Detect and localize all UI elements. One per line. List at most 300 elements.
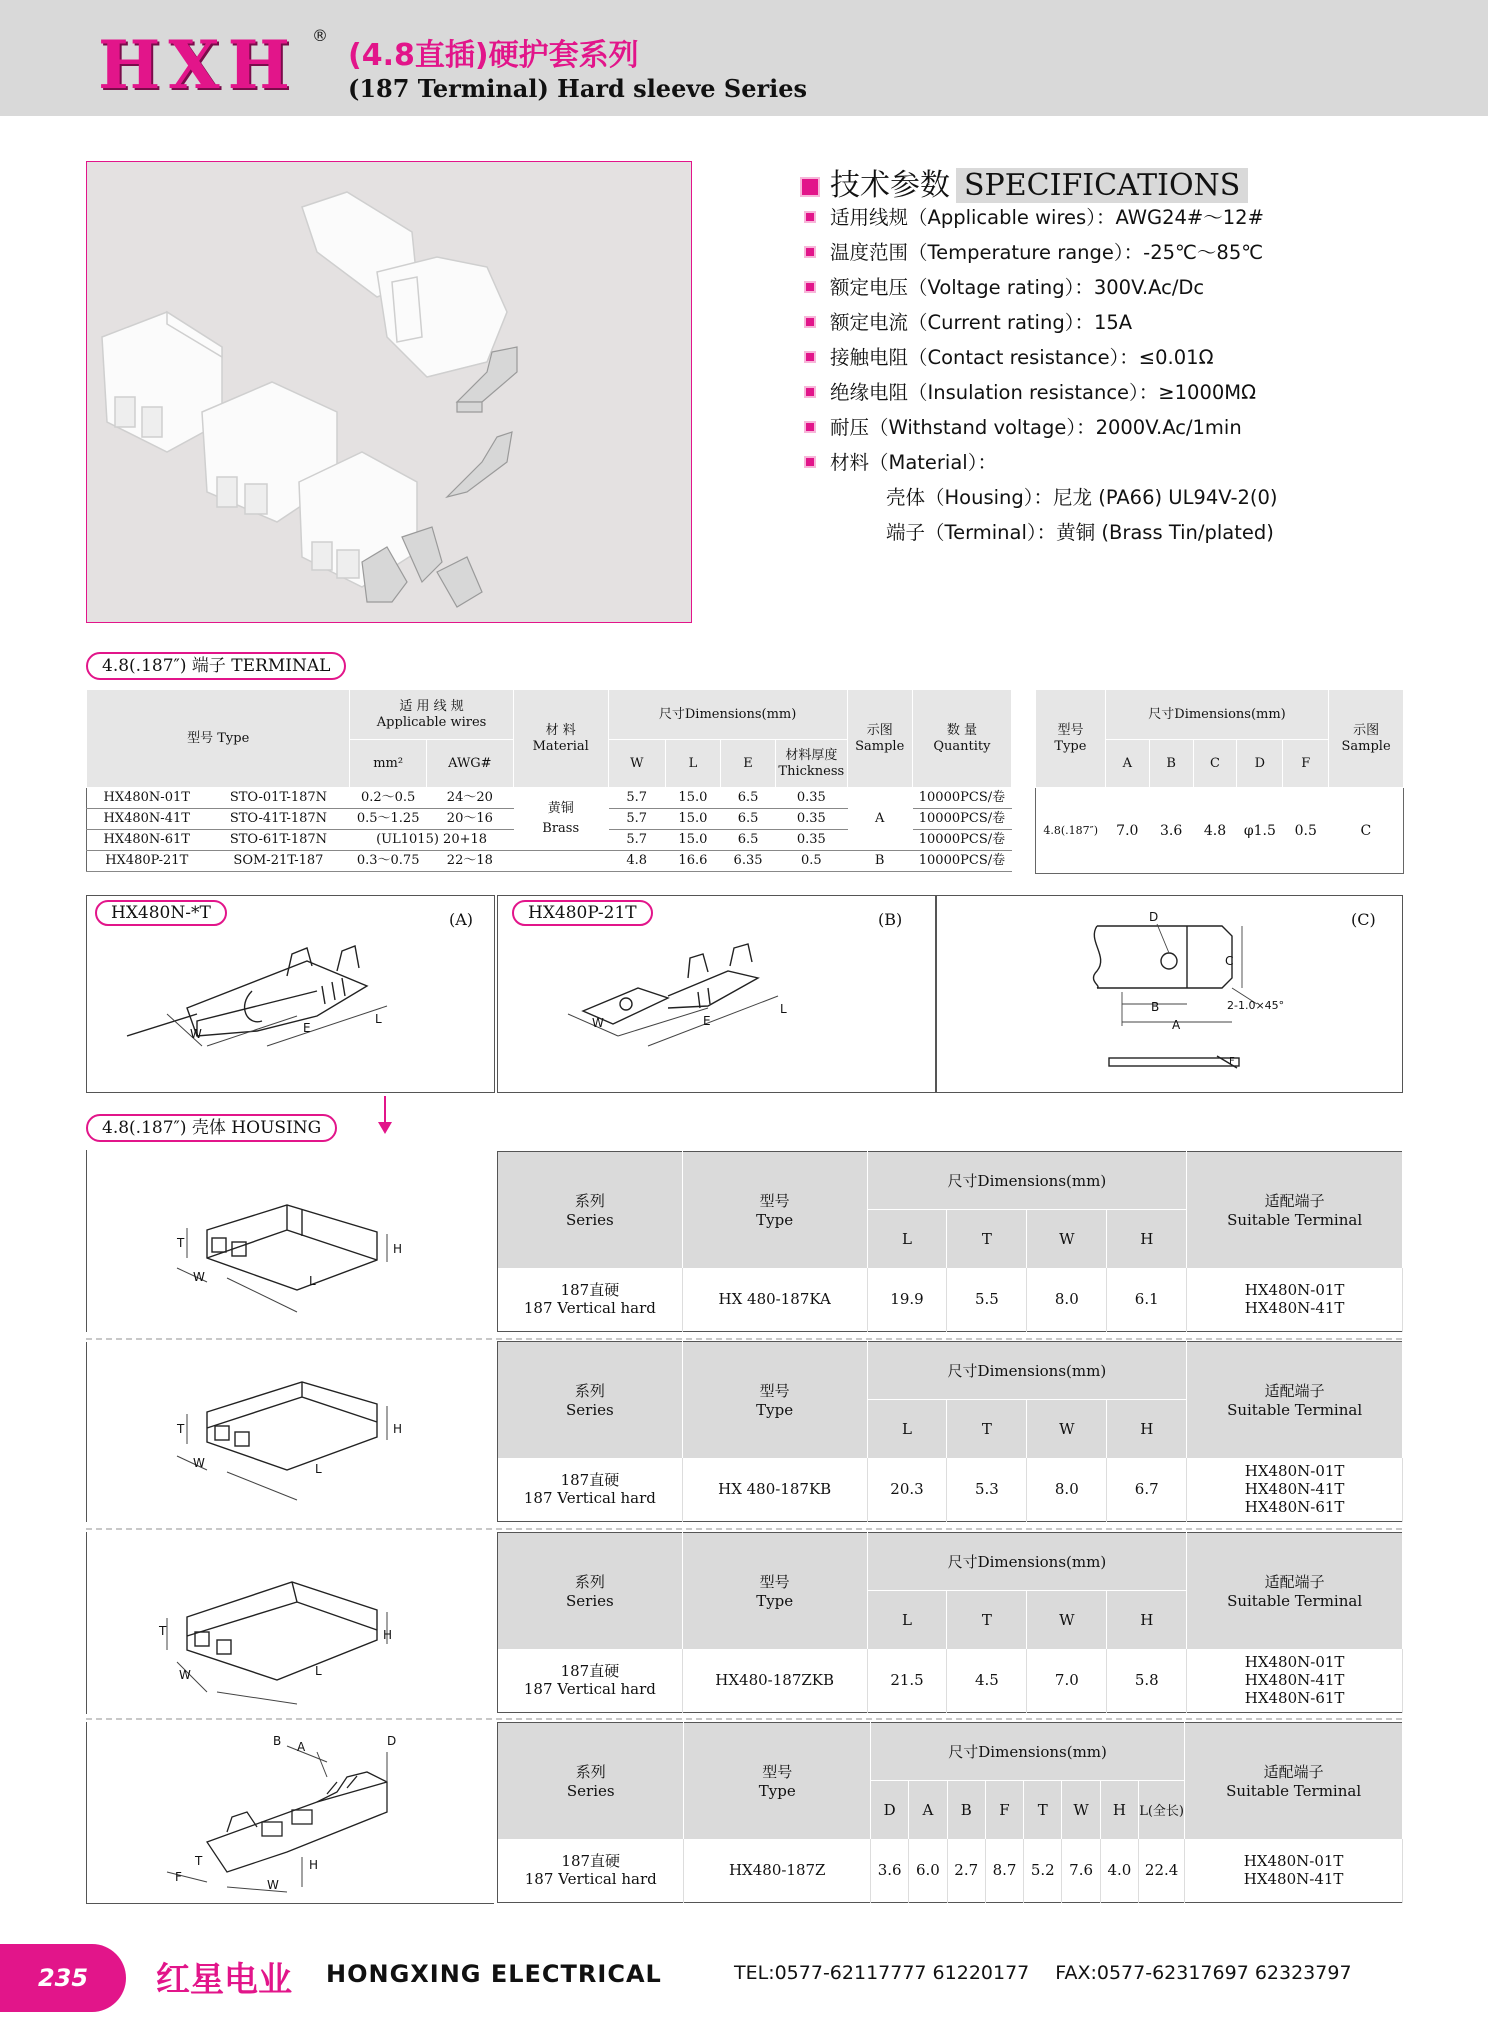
dim-c-label: C: [1225, 954, 1234, 968]
dim-t-label: T: [177, 1236, 185, 1250]
divider: [86, 1338, 1402, 1340]
cell-l-total: 22.4: [1139, 1839, 1185, 1903]
suitable-terminal: HX480N-01T: [1244, 1653, 1345, 1672]
cell-e: 6.5: [720, 788, 775, 809]
bullet-square-icon: [800, 177, 820, 197]
cell-alt-type: STO-01T-187N: [207, 788, 350, 809]
spec-row: [804, 238, 1278, 273]
cell-series-cn: 187直硬: [561, 1852, 621, 1871]
cell-alt-type: STO-61T-187N: [207, 830, 350, 851]
housing-kb-drawing: [87, 1342, 495, 1522]
drawing-b-label: (B): [878, 910, 903, 929]
terminal-table: [86, 689, 1012, 872]
spec-text: 温度范围（Temperature range）：-25℃～85℃: [830, 241, 1264, 264]
cell-type: HX 480-187KA: [682, 1268, 867, 1332]
col-wires: [350, 690, 513, 740]
specs-heading-cn: 技术参数: [830, 168, 950, 203]
col-dims: 尺寸Dimensions(mm): [1105, 690, 1328, 740]
col-sample: [847, 690, 912, 788]
cell-l: 16.6: [665, 851, 720, 872]
cell-f: 8.7: [985, 1839, 1023, 1903]
col-dims: 尺寸Dimensions(mm): [867, 1342, 1187, 1400]
dim-l-label: L: [309, 1274, 316, 1288]
terminal-section-tag: 4.8(.187″) 端子 TERMINAL: [86, 652, 346, 680]
col-suitable: [1187, 1152, 1403, 1268]
col-series-en: Series: [566, 1782, 615, 1801]
col-type: [682, 1342, 867, 1458]
dim-w-label: W: [193, 1270, 205, 1284]
housing-2-drawing: [86, 1342, 494, 1522]
dim-h-label: H: [393, 1242, 403, 1256]
cell-mm2: 0.5～1.25: [350, 809, 427, 830]
spec-row: [804, 343, 1278, 378]
cell-alt-type: STO-41T-187N: [207, 809, 350, 830]
col-dims: 尺寸Dimensions(mm): [867, 1152, 1187, 1210]
col-t: T: [947, 1210, 1027, 1268]
col-w: W: [608, 740, 665, 788]
col-d: D: [870, 1781, 908, 1839]
cell-w: 4.8: [608, 851, 665, 872]
spec-text: 额定电压（Voltage rating）：300V.Ac/Dc: [830, 276, 1205, 299]
cell-awg: 24～20: [426, 788, 513, 809]
table-row: [498, 1458, 1403, 1522]
cell-h: 5.8: [1107, 1649, 1187, 1713]
dim-f-label: F: [1229, 1056, 1235, 1067]
dim-l-label: L: [315, 1462, 322, 1476]
col-series: [498, 1342, 683, 1458]
cell-suitable: [1187, 1268, 1403, 1332]
housing-section-tag: 4.8(.187″) 壳体 HOUSING: [86, 1114, 337, 1142]
housing-kb-table: [497, 1341, 1403, 1522]
dim-w-label: W: [592, 1016, 604, 1030]
page-header: [0, 0, 1488, 116]
col-sample: [1329, 690, 1404, 788]
spec-row: [804, 203, 1278, 238]
cell-suitable: [1187, 1649, 1403, 1713]
col-series-cn: 系列: [574, 1382, 605, 1401]
col-dims: 尺寸Dimensions(mm): [870, 1723, 1184, 1781]
cell-sample: A: [847, 788, 912, 851]
drawing-a-tag: HX480N-*T: [95, 900, 227, 926]
cell-mm2: 0.2～0.5: [350, 788, 427, 809]
cell-material: [513, 788, 608, 851]
dim-h-label: H: [393, 1422, 403, 1436]
divider: [86, 1528, 1402, 1530]
col-sample-cn: 示图: [1353, 722, 1380, 738]
cell-l: 15.0: [665, 830, 720, 851]
cell-b: 2.7: [947, 1839, 985, 1903]
col-series-cn: 系列: [574, 1573, 605, 1592]
brand-logo: HXH: [98, 26, 298, 104]
cell-type: HX480N-61T: [87, 830, 207, 851]
cell-b: 3.6: [1160, 822, 1183, 839]
col-b: B: [947, 1781, 985, 1839]
col-suitable: [1185, 1723, 1403, 1839]
dim-e-label: E: [703, 1014, 711, 1028]
cell-mm2: 0.3～0.75: [350, 851, 427, 872]
col-qty: [912, 690, 1011, 788]
col-b: B: [1149, 740, 1193, 788]
dim-l-label: L: [780, 1002, 787, 1016]
product-photo-illustration: [87, 162, 693, 624]
col-series: [498, 1152, 683, 1268]
cell-t: 5.2: [1024, 1839, 1062, 1903]
cell-sample: C: [1360, 822, 1372, 839]
cell-w: 7.6: [1062, 1839, 1100, 1903]
col-sample-en: Sample: [1341, 738, 1391, 754]
cell-thickness: 0.35: [776, 830, 847, 851]
col-d: D: [1237, 740, 1283, 788]
spec-text: 材料（Material）：: [830, 451, 997, 474]
col-suitable-cn: 适配端子: [1264, 1573, 1325, 1592]
housing-z-drawing: [87, 1722, 495, 1904]
dim-e-label: E: [303, 1021, 311, 1035]
cell-series: [498, 1458, 683, 1522]
col-awg: AWG#: [426, 740, 513, 788]
col-type-en: Type: [1054, 738, 1087, 754]
housing-zkb-table: [497, 1532, 1403, 1713]
cell-w: 8.0: [1027, 1268, 1107, 1332]
cell-series-cn: 187直硬: [560, 1281, 620, 1300]
drawing-b-box: [497, 895, 936, 1093]
specs-list: [804, 203, 1278, 553]
cell-material-en: Brass: [542, 821, 580, 836]
drawing-c-label: (C): [1351, 910, 1376, 929]
col-series-cn: 系列: [575, 1763, 606, 1782]
col-type-cn: 型号: [762, 1763, 793, 1782]
dim-a-label: A: [297, 1740, 306, 1754]
dim-h-label: H: [383, 1628, 393, 1642]
col-l: L: [867, 1400, 947, 1458]
suitable-terminal: HX480N-41T: [1244, 1671, 1345, 1690]
col-type-cn: 型号: [759, 1382, 790, 1401]
col-dims: 尺寸Dimensions(mm): [867, 1533, 1187, 1591]
cell-e: 6.35: [720, 851, 775, 872]
col-type-en: Type: [756, 1401, 794, 1420]
col-suitable-en: Suitable Terminal: [1226, 1782, 1362, 1801]
col-type: [1036, 690, 1106, 788]
dim-b-label: B: [273, 1734, 282, 1748]
bullet-square-icon: [804, 421, 816, 433]
terminal-b-drawing: [498, 896, 937, 1094]
col-l: L: [665, 740, 720, 788]
spec-text: 接触电阻（Contact resistance）：≤0.01Ω: [830, 346, 1214, 369]
suitable-terminal: HX480N-61T: [1244, 1498, 1345, 1517]
bullet-square-icon: [804, 281, 816, 293]
col-mm2: mm²: [350, 740, 427, 788]
col-type-en: Type: [756, 1592, 794, 1611]
col-sample-cn: 示图: [866, 722, 893, 738]
col-e: E: [720, 740, 775, 788]
dim-l-label: L: [315, 1664, 322, 1678]
bullet-square-icon: [804, 246, 816, 258]
suitable-terminal: HX480N-01T: [1243, 1852, 1344, 1871]
cell-f: 0.5: [1294, 822, 1317, 839]
col-suitable-en: Suitable Terminal: [1227, 1592, 1363, 1611]
col-dims: 尺寸Dimensions(mm): [608, 690, 847, 740]
cell-t: 4.5: [947, 1649, 1027, 1713]
bullet-square-icon: [804, 316, 816, 328]
cell-qty: 10000PCS/卷: [912, 851, 1011, 872]
dim-d-label: D: [387, 1734, 397, 1748]
cell-type: 4.8(.187″): [1043, 824, 1099, 837]
cell-thickness: 0.5: [776, 851, 847, 872]
footer-tel: TEL:0577-62117777 61220177: [734, 1962, 1030, 1984]
dim-a-label: A: [1172, 1018, 1181, 1032]
housing-z-table: [497, 1722, 1403, 1903]
col-series-en: Series: [566, 1401, 614, 1420]
cell-l: 15.0: [665, 809, 720, 830]
cell-h: 6.1: [1107, 1268, 1187, 1332]
col-material-cn: 材 料: [545, 722, 576, 738]
dim-h-label: H: [309, 1858, 319, 1872]
cell-h: 4.0: [1100, 1839, 1138, 1903]
tab-c-drawing: [937, 896, 1404, 1094]
col-type-cn: 型号: [759, 1192, 790, 1211]
cell-w: 8.0: [1027, 1458, 1107, 1522]
housing-1-drawing: [86, 1150, 494, 1332]
dim-w-label: W: [190, 1027, 202, 1041]
col-material: [513, 690, 608, 788]
table-row: [498, 1839, 1403, 1903]
col-series-en: Series: [566, 1592, 614, 1611]
bullet-square-icon: [804, 351, 816, 363]
dim-w-label: W: [179, 1668, 191, 1682]
cell-type: HX480-187ZKB: [682, 1649, 867, 1713]
col-c: C: [1193, 740, 1237, 788]
spec-row: [804, 378, 1278, 413]
cell-awg: 20～16: [426, 809, 513, 830]
cell-h: 6.7: [1107, 1458, 1187, 1522]
suitable-terminal: HX480N-01T: [1244, 1281, 1345, 1300]
suitable-terminal: HX480N-41T: [1244, 1480, 1345, 1499]
col-t: T: [947, 1591, 1027, 1649]
tab-dimension-table: [1035, 689, 1404, 874]
col-suitable-cn: 适配端子: [1263, 1763, 1324, 1782]
cell-series-cn: 187直硬: [560, 1662, 620, 1681]
spec-text: 耐压（Withstand voltage）：2000V.Ac/1min: [830, 416, 1242, 439]
dim-w-label: W: [193, 1456, 205, 1470]
cell-w: 5.7: [608, 830, 665, 851]
col-h: H: [1107, 1210, 1187, 1268]
cell-series: [498, 1839, 684, 1903]
suitable-terminal: HX480N-01T: [1244, 1462, 1345, 1481]
cell-series-en: 187 Vertical hard: [523, 1489, 656, 1508]
cell-t: 5.3: [947, 1458, 1027, 1522]
series-title-en: (187 Terminal) Hard sleeve Series: [348, 74, 808, 103]
housing-zkb-drawing: [87, 1532, 495, 1714]
suitable-terminal: HX480N-61T: [1244, 1689, 1345, 1708]
spec-text: 额定电流（Current rating）：15A: [830, 311, 1133, 334]
col-suitable-cn: 适配端子: [1264, 1192, 1325, 1211]
dim-d-label: D: [1149, 910, 1159, 924]
cell-c: 4.8: [1203, 822, 1227, 839]
registered-mark: ®: [312, 26, 328, 45]
col-type-en: Type: [758, 1782, 796, 1801]
col-h: H: [1107, 1591, 1187, 1649]
col-a: A: [1105, 740, 1149, 788]
col-material-en: Material: [532, 738, 589, 754]
housing-ka-drawing: [87, 1150, 495, 1332]
col-series-en: Series: [566, 1211, 614, 1230]
cell-w: 5.7: [608, 809, 665, 830]
divider: [86, 1718, 1402, 1720]
spec-text: 绝缘电阻（Insulation resistance）：≥1000MΩ: [830, 381, 1256, 404]
cell-suitable: [1187, 1458, 1403, 1522]
col-w: W: [1027, 1400, 1107, 1458]
table-row: [87, 788, 1012, 809]
cell-material-cn: 黄铜: [547, 801, 574, 816]
suitable-terminal: HX480N-41T: [1243, 1870, 1344, 1889]
col-l: L: [867, 1591, 947, 1649]
cell-series-cn: 187直硬: [560, 1471, 620, 1490]
spec-material-terminal: 端子（Terminal）：黄铜 (Brass Tin/plated): [886, 521, 1274, 544]
cell-w: 5.7: [608, 788, 665, 809]
cell-qty: 10000PCS/卷: [912, 809, 1011, 830]
spec-text: 适用线规（Applicable wires）：AWG24#～12#: [830, 206, 1264, 229]
cell-qty: 10000PCS/卷: [912, 830, 1011, 851]
pointer-line: [384, 1096, 386, 1124]
dim-t-label: T: [195, 1854, 203, 1868]
terminal-a-drawing: [87, 896, 496, 1094]
col-a: A: [909, 1781, 947, 1839]
table-row: [498, 1268, 1403, 1332]
col-wires-cn: 适 用 线 规: [399, 698, 464, 714]
product-photo: [86, 161, 692, 623]
cell-thickness: 0.35: [776, 809, 847, 830]
col-type: [682, 1152, 867, 1268]
cell-series-en: 187 Vertical hard: [523, 1299, 656, 1318]
cell-e: 6.5: [720, 830, 775, 851]
col-f: F: [985, 1781, 1023, 1839]
cell-l: 15.0: [665, 788, 720, 809]
footer-contact: [734, 1962, 1378, 1984]
col-w: W: [1062, 1781, 1100, 1839]
col-thickness: [776, 740, 847, 788]
dim-f-label: F: [175, 1870, 182, 1884]
spec-material-housing: 壳体（Housing）：尼龙 (PA66) UL94V-2(0): [886, 486, 1278, 509]
col-type: [684, 1723, 870, 1839]
col-series-cn: 系列: [574, 1192, 605, 1211]
dim-l-label: L: [375, 1012, 382, 1026]
table-row: [498, 1649, 1403, 1713]
cell-type: HX480P-21T: [87, 851, 207, 872]
footer-fax: FAX:0577-62317697 62323797: [1055, 1962, 1352, 1984]
col-h: H: [1100, 1781, 1138, 1839]
col-suitable-en: Suitable Terminal: [1227, 1211, 1363, 1230]
col-type-cn: 型号: [759, 1573, 790, 1592]
col-w: W: [1027, 1591, 1107, 1649]
drawing-a-box: [86, 895, 495, 1093]
cell-thickness: 0.35: [776, 788, 847, 809]
cell-type: HX480N-41T: [87, 809, 207, 830]
spec-row: [804, 308, 1278, 343]
dim-t-label: T: [159, 1624, 167, 1638]
cell-d: 3.6: [870, 1839, 908, 1903]
col-h: H: [1107, 1400, 1187, 1458]
cell-qty: 10000PCS/卷: [912, 788, 1011, 809]
bullet-square-icon: [804, 386, 816, 398]
col-thickness-en: Thickness: [778, 763, 845, 779]
housing-4-drawing: [86, 1722, 494, 1904]
cell-a: 7.0: [1116, 822, 1139, 839]
col-type-en: Type: [756, 1211, 794, 1230]
series-title-cn: (4.8直插)硬护套系列: [348, 38, 639, 73]
cell-type: HX480N-01T: [87, 788, 207, 809]
col-t: T: [947, 1400, 1027, 1458]
col-t: T: [1024, 1781, 1062, 1839]
col-suitable: [1187, 1533, 1403, 1649]
col-type-cn: 型号: [1057, 722, 1084, 738]
col-series: [498, 1723, 684, 1839]
dim-chamfer-label: 2-1.0×45°: [1227, 999, 1285, 1012]
drawing-b-tag: HX480P-21T: [512, 900, 653, 926]
col-suitable: [1187, 1342, 1403, 1458]
cell-type: HX 480-187KB: [682, 1458, 867, 1522]
col-type: 型号 Type: [87, 690, 350, 788]
col-qty-cn: 数 量: [946, 722, 977, 738]
cell-l: 19.9: [867, 1268, 947, 1332]
cell-e: 6.5: [720, 809, 775, 830]
dim-t-label: T: [177, 1422, 185, 1436]
bullet-square-icon: [804, 456, 816, 468]
col-l: L: [867, 1210, 947, 1268]
cell-series-en: 187 Vertical hard: [524, 1870, 657, 1889]
bullet-square-icon: [804, 211, 816, 223]
col-w: W: [1027, 1210, 1107, 1268]
col-wires-en: Applicable wires: [376, 714, 487, 730]
table-row: [1036, 788, 1404, 874]
down-arrow-icon: [378, 1122, 392, 1134]
col-suitable-en: Suitable Terminal: [1227, 1401, 1363, 1420]
col-type: [682, 1533, 867, 1649]
footer-brand-en: HONGXING ELECTRICAL: [326, 1960, 662, 1988]
housing-ka-table: [497, 1151, 1403, 1332]
col-thickness-cn: 材料厚度: [785, 747, 838, 763]
drawing-c-box: [936, 895, 1403, 1093]
cell-series: [498, 1268, 683, 1332]
specs-heading: [800, 160, 1248, 204]
col-suitable-cn: 适配端子: [1264, 1382, 1325, 1401]
col-qty-en: Quantity: [933, 738, 991, 754]
table-row: [87, 851, 1012, 872]
cell-suitable: [1185, 1839, 1403, 1903]
cell-d: φ1.5: [1243, 822, 1276, 839]
cell-alt-type: SOM-21T-187: [207, 851, 350, 872]
footer-brand-cn: 红星电业: [156, 1960, 292, 2000]
cell-t: 5.5: [947, 1268, 1027, 1332]
cell-type: HX480-187Z: [684, 1839, 870, 1903]
specs-heading-en: SPECIFICATIONS: [956, 168, 1248, 203]
cell-series: [498, 1649, 683, 1713]
col-l-total: L(全长): [1139, 1781, 1185, 1839]
spec-row: [804, 413, 1278, 448]
page-number: 235: [0, 1944, 126, 2012]
cell-series-en: 187 Vertical hard: [523, 1680, 656, 1699]
cell-w: 7.0: [1027, 1649, 1107, 1713]
drawing-a-label: (A): [449, 910, 474, 929]
cell-l: 20.3: [867, 1458, 947, 1522]
dim-w-label: W: [267, 1878, 279, 1892]
cell-l: 21.5: [867, 1649, 947, 1713]
col-f: F: [1283, 740, 1329, 788]
cell-a: 6.0: [909, 1839, 947, 1903]
col-sample-en: Sample: [855, 738, 905, 754]
dim-b-label: B: [1151, 1000, 1160, 1014]
col-series: [498, 1533, 683, 1649]
suitable-terminal: HX480N-41T: [1244, 1299, 1345, 1318]
spec-row: [804, 448, 1278, 483]
